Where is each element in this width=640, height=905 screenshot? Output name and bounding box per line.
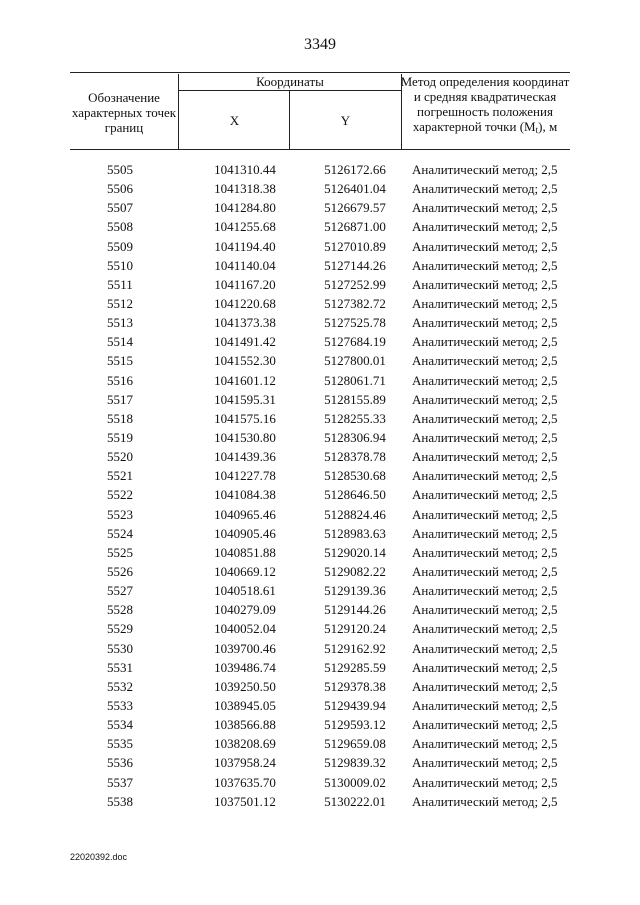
method: Аналитический метод; 2,5 [412,525,558,541]
coord-x: 1041194.40 [214,238,276,254]
coord-x: 1038945.05 [214,697,276,713]
table-row [70,428,570,447]
point-id: 5529 [107,621,133,637]
coord-y: 5127800.01 [324,353,386,369]
coord-x: 1038566.88 [214,717,276,733]
coord-x: 1041595.31 [214,391,276,407]
point-id: 5535 [107,736,133,752]
coord-x: 1041284.80 [214,200,276,216]
point-id: 5507 [107,200,133,216]
point-id: 5511 [107,276,133,292]
point-id: 5513 [107,315,133,331]
table-row [70,332,570,351]
header-method-tail: ), м [538,119,558,134]
coord-y: 5128306.94 [324,429,386,445]
coord-y: 5128824.46 [324,506,386,522]
coord-y: 5129839.32 [324,755,386,771]
coord-x: 1041373.38 [214,315,276,331]
method: Аналитический метод; 2,5 [412,717,558,733]
point-id: 5505 [107,162,133,177]
point-id: 5537 [107,774,133,790]
point-id: 5538 [107,793,133,809]
coord-x: 1040965.46 [214,506,276,522]
method: Аналитический метод; 2,5 [412,315,558,331]
coord-y: 5129593.12 [324,717,386,733]
point-id: 5519 [107,429,133,445]
table-row [70,773,570,792]
header-y-label: Y [340,112,351,128]
page-number: 3349 [304,36,336,53]
method: Аналитический метод; 2,5 [412,659,558,675]
coord-y: 5129020.14 [324,544,386,560]
table-row [70,237,570,256]
method: Аналитический метод; 2,5 [412,449,558,465]
method: Аналитический метод; 2,5 [412,755,558,771]
method: Аналитический метод; 2,5 [412,506,558,522]
point-id: 5534 [107,717,133,733]
point-id: 5523 [107,506,133,522]
point-id: 5526 [107,563,133,579]
coord-x: 1041491.42 [214,334,276,350]
coord-y: 5126679.57 [324,200,386,216]
coord-x: 1041552.30 [214,353,276,369]
table-row [70,447,570,466]
coord-y: 5129082.22 [324,563,386,579]
coord-x: 1041318.38 [214,181,276,197]
table-row [70,658,570,677]
method: Аналитический метод; 2,5 [412,372,558,388]
table-row [70,313,570,332]
coord-y: 5129162.92 [324,640,386,656]
point-id: 5530 [107,640,133,656]
table-row [70,256,570,275]
point-id: 5508 [107,219,133,235]
point-id: 5515 [107,353,133,369]
table-body [70,160,570,811]
method: Аналитический метод; 2,5 [412,200,558,216]
coord-x: 1041601.12 [214,372,276,388]
coord-x: 1037958.24 [214,755,276,771]
table-row [70,619,570,638]
method: Аналитический метод; 2,5 [412,563,558,579]
coord-x: 1041167.20 [214,276,276,292]
table-header [70,72,570,150]
method: Аналитический метод; 2,5 [412,468,558,484]
table-row [70,390,570,409]
point-id: 5506 [107,181,133,197]
coord-x: 1041310.44 [214,162,276,177]
table-row [70,160,570,179]
coord-y: 5128155.89 [324,391,386,407]
method: Аналитический метод; 2,5 [412,295,558,311]
table-row [70,562,570,581]
coord-x: 1041530.80 [214,429,276,445]
coord-y: 5126401.04 [324,181,386,197]
table-row [70,505,570,524]
point-id: 5522 [107,487,133,503]
table-row [70,351,570,370]
coord-x: 1039486.74 [214,659,276,675]
method: Аналитический метод; 2,5 [412,736,558,752]
point-id: 5509 [107,238,133,254]
method: Аналитический метод; 2,5 [412,602,558,618]
coord-x: 1039250.50 [214,678,276,694]
coord-x: 1040279.09 [214,602,276,618]
table-row [70,543,570,562]
point-id: 5521 [107,468,133,484]
coord-y: 5127144.26 [324,257,386,273]
coord-y: 5127684.19 [324,334,386,350]
method: Аналитический метод; 2,5 [412,621,558,637]
coord-y: 5129144.26 [324,602,386,618]
table-row [70,466,570,485]
table-row [70,753,570,772]
method: Аналитический метод; 2,5 [412,544,558,560]
method: Аналитический метод; 2,5 [412,219,558,235]
coord-x: 1037501.12 [214,793,276,809]
coord-x: 1040669.12 [214,563,276,579]
table-row [70,524,570,543]
coord-y: 5128378.78 [324,449,386,465]
coord-x: 1037635.70 [214,774,276,790]
coord-y: 5129139.36 [324,583,386,599]
method: Аналитический метод; 2,5 [412,774,558,790]
method: Аналитический метод; 2,5 [412,238,558,254]
point-id: 5516 [107,372,133,388]
coord-x: 1041255.68 [214,219,276,235]
point-id: 5510 [107,257,133,273]
coord-y: 5126871.00 [324,219,386,235]
coord-x: 1038208.69 [214,736,276,752]
point-id: 5533 [107,697,133,713]
coord-y: 5127525.78 [324,315,386,331]
point-id: 5517 [107,391,133,407]
table-row [70,600,570,619]
method: Аналитический метод; 2,5 [412,162,558,177]
table-row [70,275,570,294]
coord-y: 5127010.89 [324,238,386,254]
point-id: 5518 [107,410,133,426]
table-row [70,217,570,236]
coord-y: 5128530.68 [324,468,386,484]
header-method-main: Метод определения координат и средняя квадратическая погрешность положения характерной точки (M [400,74,570,134]
file-name: 22020392.doc [70,852,128,862]
coord-y: 5129659.08 [324,736,386,752]
coord-x: 1041220.68 [214,295,276,311]
method: Аналитический метод; 2,5 [412,257,558,273]
header-x-label: X [229,112,240,128]
table-row [70,792,570,811]
header-coordinates: Координаты [178,74,402,91]
table-row [70,734,570,753]
table-row [70,485,570,504]
method: Аналитический метод; 2,5 [412,678,558,694]
table-row [70,179,570,198]
coord-y: 5127252.99 [324,276,386,292]
coord-x: 1041227.78 [214,468,276,484]
table-row [70,581,570,600]
table-row [70,198,570,217]
coord-y: 5126172.66 [324,162,386,177]
coord-y: 5128646.50 [324,487,386,503]
header-method [400,74,570,138]
point-id: 5524 [107,525,133,541]
table-row [70,696,570,715]
method: Аналитический метод; 2,5 [412,276,558,292]
coord-x: 1040851.88 [214,544,276,560]
table-row [70,715,570,734]
table-row [70,371,570,390]
point-id: 5536 [107,755,133,771]
method: Аналитический метод; 2,5 [412,640,558,656]
method: Аналитический метод; 2,5 [412,391,558,407]
method: Аналитический метод; 2,5 [412,793,558,809]
table-row [70,409,570,428]
coord-y: 5128983.63 [324,525,386,541]
method: Аналитический метод; 2,5 [412,353,558,369]
coord-x: 1040518.61 [214,583,276,599]
table-row [70,294,570,313]
point-id: 5512 [107,295,133,311]
point-id: 5525 [107,544,133,560]
coord-y: 5129378.38 [324,678,386,694]
header-method-sub: t [535,125,539,135]
method: Аналитический метод; 2,5 [412,697,558,713]
coord-y: 5130222.01 [324,793,386,809]
coord-y: 5129120.24 [324,621,386,637]
method: Аналитический метод; 2,5 [412,583,558,599]
coord-y: 5129439.94 [324,697,386,713]
header-x [178,91,290,149]
coord-x: 1041084.38 [214,487,276,503]
table-row [70,639,570,658]
table-row [70,677,570,696]
point-id: 5514 [107,334,133,350]
header-y [289,91,402,149]
method: Аналитический метод; 2,5 [412,487,558,503]
point-id: 5531 [107,659,133,675]
coord-y: 5127382.72 [324,295,386,311]
method: Аналитический метод; 2,5 [412,429,558,445]
coord-x: 1039700.46 [214,640,276,656]
method: Аналитический метод; 2,5 [412,410,558,426]
coord-y: 5130009.02 [324,774,386,790]
point-id: 5520 [107,449,133,465]
coord-x: 1041575.16 [214,410,276,426]
coord-x: 1040052.04 [214,621,276,637]
point-id: 5527 [107,583,133,599]
coord-x: 1041439.36 [214,449,276,465]
coord-y: 5128061.71 [324,372,386,388]
method: Аналитический метод; 2,5 [412,181,558,197]
point-id: 5528 [107,602,133,618]
coord-x: 1041140.04 [214,257,276,273]
coord-y: 5128255.33 [324,410,386,426]
header-point-label: Обозначение характерных точек границ [71,90,177,135]
method: Аналитический метод; 2,5 [412,334,558,350]
point-id: 5532 [107,678,133,694]
coord-y: 5129285.59 [324,659,386,675]
coord-x: 1040905.46 [214,525,276,541]
